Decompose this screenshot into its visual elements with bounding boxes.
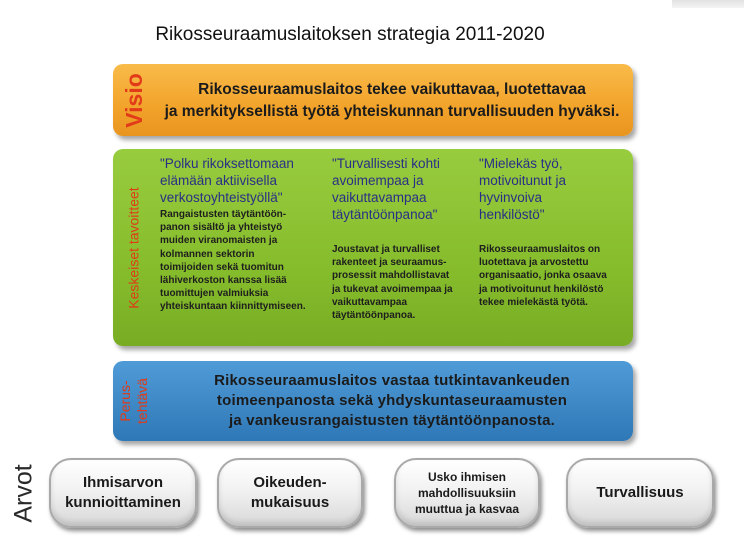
goal-body-line: lähiverkoston kanssa lisää	[160, 275, 287, 287]
goal-heading	[160, 155, 326, 206]
perustehtava-text-line: ja vankeusrangaistusten täytäntöönpanosta.	[229, 412, 555, 429]
tavoitteet-label-box	[113, 149, 155, 346]
goal-heading-line: motivoitunut ja	[479, 173, 567, 188]
goal-heading-line: elämään aktiivisella	[160, 173, 278, 188]
value-line: Usko ihmisen	[427, 470, 506, 484]
goal-heading-line: "Turvallisesti kohti	[332, 156, 440, 171]
goal-body-line: täytäntöönpanoa.	[332, 310, 416, 322]
goal-body-line: muiden viranomaisten ja	[160, 235, 278, 247]
value-line: Oikeuden-	[253, 474, 327, 491]
perustehtava-text	[157, 361, 627, 441]
goal-body-line: yhteiskuntaan kiinnittymiseen.	[160, 301, 306, 313]
goal-body-line: Rikosseuraamuslaitos on	[479, 244, 601, 255]
goal-body-line: prosessit mahdollistavat	[332, 270, 450, 282]
visio-text-line: Rikosseuraamuslaitos tekee vaikuttavaa, luotettavaa	[198, 81, 586, 98]
goal-body-line: luotettava ja arvostettu	[479, 257, 589, 269]
goal-body	[479, 243, 629, 309]
goal-body-line: tekee mielekästä työtä.	[479, 296, 588, 308]
perustehtava-label-line: Perus-	[117, 380, 133, 422]
goal-heading-line: täytäntöönpanoa"	[332, 207, 438, 222]
goal-heading-line: "Mielekäs työ,	[479, 156, 563, 171]
goal-body-line: vaikuttavampaa	[332, 296, 408, 308]
value-line: mahdollisuuksiin	[417, 486, 516, 500]
goal-body-line: rakenteet ja seuraamus-	[332, 257, 447, 269]
goal-body	[160, 208, 326, 314]
goal-heading-line: henkilöstö"	[479, 207, 545, 222]
goal-heading	[332, 155, 498, 223]
goal-heading	[479, 155, 629, 223]
goal-heading-line: vaikuttavampaa	[332, 190, 427, 205]
goal-body-line: tuomittujen valmiuksia	[160, 288, 269, 300]
goal-body-line: ja motivoitunut henkilöstö	[479, 283, 604, 295]
goal-body-line: organisaatio, jonka osaava	[479, 270, 607, 282]
value-line: mukaisuus	[250, 494, 330, 511]
perustehtava-text-line: toimeenpanosta sekä yhdyskuntaseuraamusten	[216, 392, 568, 409]
goal-body-line: Joustavat ja turvalliset	[332, 244, 440, 255]
goal-body-line: toimijoiden sekä tuomitun	[160, 261, 284, 273]
value-pill	[217, 458, 363, 528]
value-pill	[49, 458, 197, 528]
goal-column	[332, 155, 498, 322]
value-pill	[394, 458, 540, 528]
goal-column	[479, 155, 629, 309]
goal-column	[160, 155, 326, 314]
perustehtava-panel	[113, 361, 633, 441]
arvot-label-box	[4, 458, 44, 528]
visio-label: Visio	[120, 72, 147, 128]
perustehtava-text-line: Rikosseuraamuslaitos vastaa tutkintavankeuden	[214, 372, 570, 389]
visio-text-line: ja merkityksellistä työtä yhteiskunnan turvallisuuden hyväksi.	[164, 103, 620, 120]
goal-body-line: Rangaistusten täytäntöön-	[160, 209, 287, 220]
page-title: Rikosseuraamuslaitoksen strategia 2011-2020	[155, 24, 545, 45]
tavoitteet-label: Keskeiset tavoitteet	[126, 186, 142, 309]
goal-heading-line: verkostoyhteistyöllä"	[160, 190, 283, 205]
goal-heading-line: hyvinvoiva	[479, 190, 543, 205]
visio-label-box	[113, 64, 155, 136]
perustehtava-label	[117, 378, 151, 424]
goal-body-line: kolmannen sektorin	[160, 248, 255, 260]
goal-body-line: panon sisältö ja yhteistyö	[160, 222, 283, 234]
value-line: kunnioittaminen	[65, 494, 181, 511]
value-line: Turvallisuus	[596, 484, 684, 501]
keskeiset-tavoitteet-panel	[113, 149, 633, 346]
value-line: muuttua ja kasvaa	[414, 502, 520, 516]
perustehtava-label-line: tehtävä	[134, 378, 150, 424]
value-pill	[566, 458, 714, 528]
goal-body-line: ja tukevat avoimempaa ja	[332, 283, 453, 295]
corner-tab	[672, 0, 744, 8]
value-line: Ihmisarvon	[82, 474, 164, 491]
perustehtava-label-box	[113, 361, 155, 441]
goal-body	[332, 243, 498, 322]
goal-heading-line: avoimempaa ja	[332, 173, 424, 188]
visio-panel	[113, 64, 633, 136]
goal-heading-line: "Polku rikoksettomaan	[160, 156, 294, 171]
arvot-label: Arvot	[9, 463, 38, 523]
visio-text	[157, 64, 627, 136]
